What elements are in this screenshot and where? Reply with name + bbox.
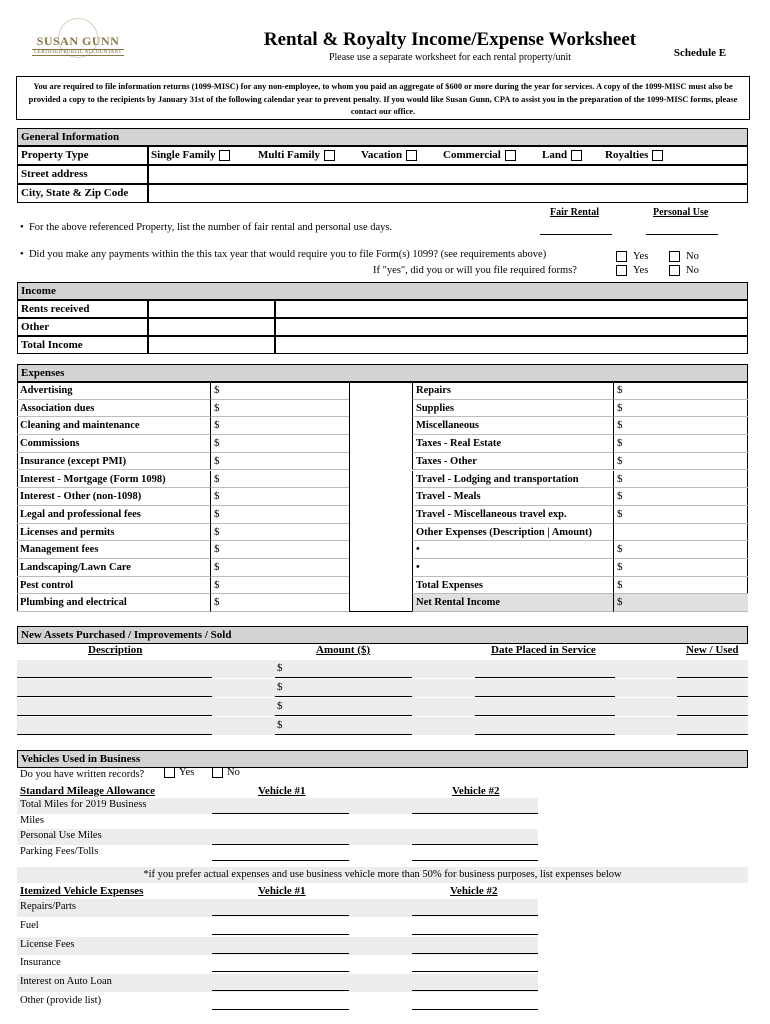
expenses-grid <box>17 382 748 612</box>
street-address-field[interactable] <box>148 165 748 184</box>
expense-amount-right-field[interactable] <box>613 435 748 453</box>
expense-label-left: Interest - Other (non-1098) <box>17 488 211 506</box>
expense-label-right: Repairs <box>412 382 613 400</box>
other-income-field[interactable] <box>148 318 275 336</box>
expense-label-right: Taxes - Real Estate <box>412 435 613 453</box>
rents-received-label: Rents received <box>17 300 148 318</box>
asset-date-field[interactable] <box>475 715 615 716</box>
expense-amount-right-field[interactable] <box>613 417 748 435</box>
type-commercial: Commercial <box>443 147 516 164</box>
income-heading: Income <box>17 282 748 300</box>
expense-label-left: Landscaping/Lawn Care <box>17 559 211 577</box>
std-mileage-heading: Standard Mileage Allowance <box>20 785 156 797</box>
dollar-sign: $ <box>617 490 623 503</box>
fair-rental-label: Fair Rental <box>550 207 599 218</box>
asset-new-used-field[interactable] <box>677 696 748 697</box>
expense-amount-right-field[interactable] <box>613 506 748 524</box>
std-vehicle-2-field[interactable] <box>412 860 538 861</box>
records-no: No <box>212 767 240 778</box>
expense-label-left: Plumbing and electrical <box>17 594 211 612</box>
expense-label-right: • <box>412 541 613 559</box>
expense-amount-right-field[interactable] <box>613 524 748 542</box>
asset-amount-field[interactable] <box>275 677 412 678</box>
item-vehicle-2-field[interactable] <box>412 934 538 935</box>
dollar-sign: $ <box>214 437 220 450</box>
expense-amount-right-field[interactable] <box>613 577 748 595</box>
asset-amount-field[interactable] <box>275 715 412 716</box>
item-vehicle-1-field[interactable] <box>212 990 349 991</box>
dollar-sign: $ <box>617 454 623 467</box>
asset-row <box>17 679 748 697</box>
dollar-sign: $ <box>617 543 623 556</box>
dollar-sign: $ <box>617 384 623 396</box>
asset-description-field[interactable] <box>17 715 212 716</box>
std-vehicle-1-field[interactable] <box>212 813 349 814</box>
dollar-sign: $ <box>214 490 220 503</box>
asset-amount-field[interactable] <box>275 696 412 697</box>
expense-label-left: Pest control <box>17 577 211 595</box>
actual-expenses-note: *if you prefer actual expenses and use business vehicle more than 50% for business purposes, list expenses below <box>17 867 748 883</box>
expense-label-right: Other Expenses (Description | Amount) <box>412 524 613 542</box>
expense-label-right: Taxes - Other <box>412 453 613 471</box>
type-land: Land <box>542 147 582 164</box>
dollar-sign: $ <box>617 437 623 450</box>
expense-amount-left-field[interactable] <box>211 417 349 435</box>
single-family-checkbox[interactable] <box>219 150 230 161</box>
dollar-sign: $ <box>214 578 220 591</box>
filed-no-checkbox[interactable] <box>669 265 680 276</box>
expense-amount-left-field[interactable] <box>211 488 349 506</box>
std-row-label: Personal Use Miles <box>20 830 102 841</box>
vehicles-heading: Vehicles Used in Business <box>17 750 748 768</box>
records-yes-checkbox[interactable] <box>164 767 175 778</box>
total-income-field[interactable] <box>148 336 275 354</box>
filed-no: No <box>669 265 699 276</box>
asset-description-field[interactable] <box>17 696 212 697</box>
asset-row <box>17 717 748 735</box>
filed-yes: Yes <box>616 265 648 276</box>
asset-new-used-field[interactable] <box>677 677 748 678</box>
dollar-sign: $ <box>214 561 220 573</box>
asset-row <box>17 698 748 716</box>
q1099-no-checkbox[interactable] <box>669 251 680 262</box>
std-row-label: Total Miles for 2019 Business <box>20 799 147 810</box>
expense-amount-right-field[interactable] <box>613 382 748 400</box>
expense-label-right: Travel - Miscellaneous travel exp. <box>412 506 613 524</box>
asset-row <box>17 660 748 678</box>
expense-amount-left-field[interactable] <box>211 559 349 577</box>
rents-received-field[interactable] <box>148 300 275 318</box>
item-row-label: Fuel <box>20 919 39 931</box>
expense-amount-right-field[interactable] <box>613 453 748 471</box>
expense-label-right: Travel - Meals <box>412 488 613 506</box>
dollar-sign: $ <box>214 543 220 556</box>
itemized-vehicle-2-heading: Vehicle #2 <box>450 885 498 897</box>
expense-label-right: Travel - Lodging and transportation <box>412 471 613 489</box>
expense-amount-right-field[interactable] <box>613 541 748 559</box>
expenses-heading: Expenses <box>17 364 748 382</box>
city-state-zip-field[interactable] <box>148 184 748 203</box>
expense-amount-left-field[interactable] <box>211 506 349 524</box>
assets-col-date: Date Placed in Service <box>491 644 596 656</box>
expense-label-right: Supplies <box>412 400 613 418</box>
asset-date-field[interactable] <box>475 734 615 735</box>
item-row-label: Insurance <box>20 957 61 969</box>
expense-amount-left-field[interactable] <box>211 471 349 489</box>
personal-use-days-field[interactable] <box>646 234 718 235</box>
item-vehicle-1-field[interactable] <box>212 915 349 916</box>
itemized-heading: Itemized Vehicle Expenses <box>20 885 144 897</box>
expense-label-right: Miscellaneous <box>412 417 613 435</box>
expense-label-left: Legal and professional fees <box>17 506 211 524</box>
expense-amount-right-field[interactable] <box>613 488 748 506</box>
asset-amount-dollar: $ <box>277 700 283 712</box>
item-vehicle-1-field[interactable] <box>212 1009 349 1010</box>
dollar-sign: $ <box>617 507 623 520</box>
expense-amount-left-field[interactable] <box>211 594 349 612</box>
expense-label-left: Insurance (except PMI) <box>17 453 211 471</box>
expense-amount-right-field[interactable] <box>613 400 748 418</box>
assets-col-description: Description <box>88 644 143 656</box>
dollar-sign: $ <box>214 454 220 467</box>
dollar-sign: $ <box>617 578 623 591</box>
std-vehicle-2-field[interactable] <box>412 844 538 845</box>
expense-label-left: Management fees <box>17 541 211 559</box>
q1099-yes-checkbox[interactable] <box>616 251 627 262</box>
expense-amount-left-field[interactable] <box>211 524 349 542</box>
total-income-notes[interactable] <box>275 336 748 354</box>
item-row-label: Other (provide list) <box>20 995 102 1006</box>
other-income-notes[interactable] <box>275 318 748 336</box>
commercial-checkbox[interactable] <box>505 150 516 161</box>
total-income-label: Total Income <box>17 336 148 354</box>
item-row-label: Interest on Auto Loan <box>20 976 112 988</box>
expense-label-left: Licenses and permits <box>17 524 211 542</box>
dollar-sign: $ <box>214 384 220 396</box>
personal-use-label: Personal Use <box>653 207 709 218</box>
asset-date-field[interactable] <box>475 696 615 697</box>
asset-description-field[interactable] <box>17 734 212 735</box>
vacation-checkbox[interactable] <box>406 150 417 161</box>
asset-amount-dollar: $ <box>277 681 283 693</box>
assets-heading: New Assets Purchased / Improvements / Sold <box>17 626 748 644</box>
itemized-vehicle-1-heading: Vehicle #1 <box>258 885 306 897</box>
type-single-family: Single Family <box>151 147 230 164</box>
other-income-label: Other <box>17 318 148 336</box>
type-vacation: Vacation <box>361 147 417 164</box>
expense-amount-left-field[interactable] <box>211 400 349 418</box>
general-info-heading: General Information <box>17 128 748 146</box>
expense-label-left: Advertising <box>17 382 211 400</box>
question-1099: • Did you make any payments within the this tax year that would require you to file Form(s) 1099? (see requirements above) <box>20 249 547 260</box>
item-vehicle-2-field[interactable] <box>412 915 538 916</box>
page-subtitle: Please use a separate worksheet for each rental property/unit <box>328 52 572 63</box>
dollar-sign: $ <box>617 472 623 485</box>
asset-new-used-field[interactable] <box>677 715 748 716</box>
property-type-label: Property Type <box>17 146 148 165</box>
written-records-question: Do you have written records? <box>20 769 145 780</box>
filed-yes-checkbox[interactable] <box>616 265 627 276</box>
expense-amount-right-field[interactable] <box>613 594 748 612</box>
question-days: • For the above referenced Property, list the number of fair rental and personal use days. <box>20 222 393 233</box>
company-logo <box>30 18 130 70</box>
fair-rental-days-field[interactable] <box>540 234 612 235</box>
std-vehicle-1-field[interactable] <box>212 860 349 861</box>
dollar-sign: $ <box>617 561 623 573</box>
asset-amount-dollar: $ <box>277 719 283 731</box>
records-yes: Yes <box>164 767 194 778</box>
q1099-yes: Yes <box>616 251 648 262</box>
item-row-label: Repairs/Parts <box>20 901 76 912</box>
records-no-checkbox[interactable] <box>212 767 223 778</box>
dollar-sign: $ <box>214 472 220 485</box>
q1099-no: No <box>669 251 699 262</box>
expense-label-left: Interest - Mortgage (Form 1098) <box>17 471 211 489</box>
street-address-label: Street address <box>17 165 148 184</box>
item-vehicle-1-field[interactable] <box>212 971 349 972</box>
type-royalties: Royalties <box>605 147 663 164</box>
expense-label-right: • <box>412 559 613 577</box>
dollar-sign: $ <box>214 596 220 609</box>
asset-amount-field[interactable] <box>275 734 412 735</box>
item-vehicle-2-field[interactable] <box>412 1009 538 1010</box>
question-filed: If "yes", did you or will you file required forms? <box>373 265 577 276</box>
type-multi-family: Multi Family <box>258 147 335 164</box>
dollar-sign: $ <box>617 596 623 609</box>
expense-amount-right-field[interactable] <box>613 559 748 577</box>
expense-amount-left-field[interactable] <box>211 435 349 453</box>
asset-date-field[interactable] <box>475 677 615 678</box>
expense-amount-left-field[interactable] <box>211 453 349 471</box>
expense-amount-left-field[interactable] <box>211 577 349 595</box>
std-vehicle-2-heading: Vehicle #2 <box>452 785 500 797</box>
dollar-sign: $ <box>617 419 623 432</box>
asset-description-field[interactable] <box>17 677 212 678</box>
expense-label-left: Commissions <box>17 435 211 453</box>
assets-col-new-used: New / Used <box>686 644 739 656</box>
expense-amount-left-field[interactable] <box>211 541 349 559</box>
logo-name: SUSAN GUNN <box>36 34 120 48</box>
expense-amount-right-field[interactable] <box>613 471 748 489</box>
logo-subtitle: CERTIFIED PUBLIC ACCOUNTANT <box>32 49 124 56</box>
std-vehicle-2-field[interactable] <box>412 813 538 814</box>
city-state-zip-label: City, State & Zip Code <box>17 184 148 203</box>
royalties-checkbox[interactable] <box>652 150 663 161</box>
assets-col-amount: Amount ($) <box>316 644 371 656</box>
dollar-sign: $ <box>214 401 220 414</box>
std-row-label: Miles <box>20 814 44 826</box>
item-vehicle-2-field[interactable] <box>412 953 538 954</box>
expense-divider <box>349 382 350 612</box>
page-title: Rental & Royalty Income/Expense Worksheet <box>263 29 637 50</box>
notice-box: You are required to file information returns (1099-MISC) for any non-employee, to whom you paid an aggregate of $600 or more during the year for services. A copy of the 1099-MISC must also be provided a copy to the recipients by January 31st of the following calendar year to prevent penalty. If you would like Susan Gunn, CPA to assist you in the preparation of the 1099-MISC forms, please contact our office. <box>16 76 750 120</box>
expense-label-left: Association dues <box>17 400 211 418</box>
item-vehicle-2-field[interactable] <box>412 971 538 972</box>
expense-label-right: Net Rental Income <box>412 594 613 612</box>
item-vehicle-1-field[interactable] <box>212 953 349 954</box>
schedule-label: Schedule E <box>673 47 727 59</box>
item-vehicle-1-field[interactable] <box>212 934 349 935</box>
multi-family-checkbox[interactable] <box>324 150 335 161</box>
dollar-sign: $ <box>214 507 220 520</box>
std-vehicle-1-field[interactable] <box>212 844 349 845</box>
asset-amount-dollar: $ <box>277 662 283 674</box>
dollar-sign: $ <box>214 525 220 538</box>
std-vehicle-1-heading: Vehicle #1 <box>258 785 306 797</box>
expense-amount-left-field[interactable] <box>211 382 349 400</box>
dollar-sign: $ <box>214 419 220 432</box>
asset-new-used-field[interactable] <box>677 734 748 735</box>
item-row-label: License Fees <box>20 938 75 950</box>
item-vehicle-2-field[interactable] <box>412 990 538 991</box>
dollar-sign: $ <box>617 401 623 414</box>
rents-received-notes[interactable] <box>275 300 748 318</box>
land-checkbox[interactable] <box>571 150 582 161</box>
expense-label-left: Cleaning and maintenance <box>17 417 211 435</box>
std-row-label: Parking Fees/Tolls <box>20 845 99 857</box>
expense-label-right: Total Expenses <box>412 577 613 595</box>
